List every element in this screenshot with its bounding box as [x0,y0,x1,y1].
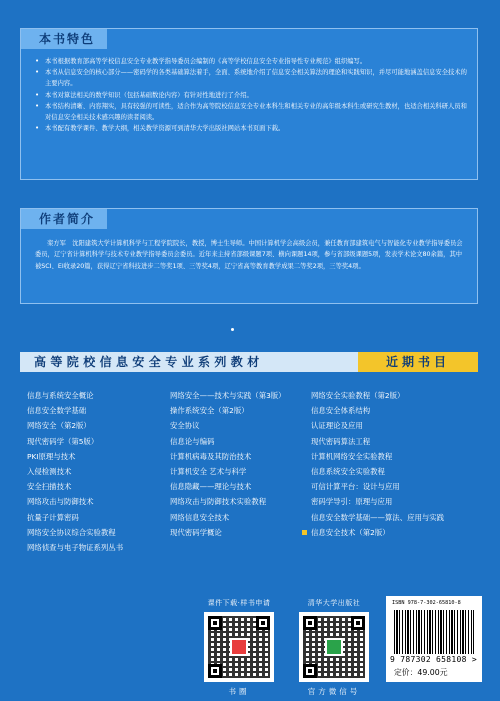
book-title: 安全协议 [170,421,200,431]
qr-finder-icon [256,616,270,630]
book-title: 现代密码学概论 [170,527,222,537]
series-title: 高等院校信息安全专业系列教材 [34,355,264,369]
book-title: 认证理论及应用 [311,421,363,431]
qr-finder-icon [303,616,317,630]
book-title: 网络安全——技术与实践（第3版） [170,391,286,400]
book-title: 操作系统安全（第2版） [170,406,249,416]
qr-finder-icon [303,664,317,678]
book-title: 网络侦查与电子物证系列丛书 [27,543,124,553]
features-heading: 本书特色 [21,29,107,49]
barcode-digits: 9 787302 658108 > [390,655,477,664]
book-title: 信息安全体系结构 [311,406,371,416]
qr-finder-icon [208,616,222,630]
price-label: 定价：49.00元 [394,668,448,677]
book-title: 信息论与编码 [170,436,215,446]
book-title: 网络攻击与防御技术 [27,497,94,507]
book-title: 计算机病毒及其防治技术 [170,451,252,461]
feature-item: • 本书对算法相关的数学知识（包括基础数论内容）有针对性地进行了介绍。 [35,90,467,101]
book-list-column-2 [170,388,286,540]
book-title: 可信计算平台：设计与应用 [311,482,400,492]
feature-item: • 本书根据教育部高等学校信息安全专业教学指导委员会编制的《高等学校信息安全专业指导性专业规范》组织编写。 [35,56,467,67]
book-title: 入侵检测技术 [27,467,72,477]
qr-caption-publisher: 清华大学出版社 [307,599,361,607]
feature-item: • 本书从信息安全的核心部分——密码学的各类基础算法着手，全面、系统地介绍了信息安全相关算法的理论和实践知识，并尽可能地涵盖信息安全技术的主要内容。 [35,67,467,89]
qr-code-wechat[interactable] [299,612,369,682]
qr-finder-icon [208,664,222,678]
series-banner [20,352,478,372]
feature-item: • 本书结构清晰、内容翔实，具有较强的可读性，适合作为高等院校信息安全专业本科生和相关专业的高年级本科生或研究生教材，也适合相关科研人员和对信息安全相关技术感兴趣的读者阅读。 [35,101,467,123]
book-title-current: 信息安全技术（第2版） [311,525,444,540]
book-title: 安全扫描技术 [27,482,72,492]
barcode-icon [394,610,474,654]
feature-item: • 本书配有教学课件、教学大纲，相关教学资源可到清华大学出版社网站本书页面下载。 [35,123,467,134]
features-list [35,56,467,134]
book-title: 现代密码学（第5版） [27,436,99,446]
book-title: 网络信息安全技术 [170,512,230,522]
qr-logo-icon [325,638,343,656]
author-panel [20,208,478,304]
book-title: 网络安全实验教程（第2版） [311,391,405,400]
book-title: 信息安全数学基础——算法、应用与实践 [311,512,445,522]
qr-logo-icon [230,638,248,656]
features-panel [20,28,478,180]
qr-code-shuquan[interactable] [204,612,274,682]
book-title: 网络安全协议综合实验教程 [27,527,116,537]
author-bio: 栾方军 沈阳建筑大学计算机科学与工程学院院长，教授，博士生导师。中国计算机学会高级会员，兼任教育部建筑电气与智能化专业教学指导委员会委员，辽宁省计算机科学与技术专业教学指导委员会委员。近年来主持省部级课题7项、横向课题14项，参与省部级课题5项，发表学术论文80余篇，其中被SCI、EI收录20篇，获得辽宁省科技进步二等奖1项、三等奖4项，辽宁省高等教育教学成果二等奖2项，三等奖4项。 [35,240,463,270]
qr-caption-download: 课件下载·样书申请 [207,599,271,607]
qr-label-shuquan: 书圈 [228,687,250,696]
book-title: 现代密码算法工程 [311,436,371,446]
book-title: 信息安全数学基础 [27,406,87,416]
book-title: 网络安全（第2版） [27,421,91,431]
isbn-barcode [386,596,482,682]
book-title: 抗量子计算密码 [27,512,79,522]
isbn-text: ISBN 978-7-302-65810-8 [392,600,461,606]
recent-books-tag: 近期书目 [358,352,478,372]
qr-finder-icon [351,616,365,630]
book-title: PKI原理与技术 [27,451,76,461]
book-title: 计算机网络安全实验教程 [311,451,393,461]
qr-label-wechat: 官方微信号 [307,687,361,696]
divider-dot [231,328,234,331]
book-title: 网络攻击与防御技术实验教程 [170,497,267,507]
author-heading: 作者简介 [21,209,107,229]
book-title: 信息系统安全实验教程 [311,467,385,477]
book-title: 计算机安全 艺术与科学 [170,467,247,477]
book-list-column-3 [311,388,444,540]
book-list-column-1 [27,388,123,555]
book-title: 密码学导引：原理与应用 [311,497,393,507]
book-title: 信息隐藏——理论与技术 [170,482,252,492]
book-title: 信息与系统安全概论 [27,391,94,400]
